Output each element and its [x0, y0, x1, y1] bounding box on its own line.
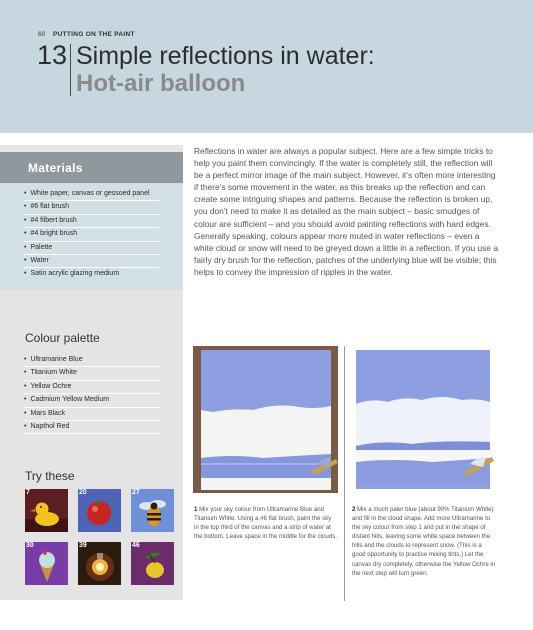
intro-paragraph: Reflections in water are always a popular subject. Here are a few simple tricks to help you paint them convincingly. If the water is completely still, the reflection will be a perfect mirror image of the main subject. However, it’s often more interesting if there’s some movement in the water, as this breaks up the reflection and can create some intriguing shapes and patterns. Because the reflection is broken up, you don’t need to make it as detailed as the main subject – basic smudges of colour are sufficient – and you should avoid painting reflections with hard edges. Generally speaking, colours appear more muted in water reflections – even a white cloud or snow will need to be greyed down a little in a reflection. If you use a fairly dry brush for the reflection, patches of the underlying blue will be visible; this helps to convey the impression of ripples in the water. [194, 146, 498, 277]
chapter-number: 13 [37, 40, 68, 70]
thumb-number: 7 [26, 489, 30, 496]
thumbnail-46[interactable] [131, 542, 174, 585]
thumb-number: 20 [79, 489, 87, 496]
thumb-number: 39 [79, 542, 87, 549]
column-divider [344, 346, 345, 601]
thumb-number: 27 [132, 489, 140, 496]
canvas-step-2-image [352, 346, 494, 493]
list-item: • #4 filbert brush [24, 215, 159, 228]
canvas-step-1-image [193, 346, 338, 493]
list-item: • #6 flat brush [24, 201, 159, 214]
step-2-photo [352, 346, 494, 493]
list-item: • Satin acrylic glazing medium [24, 268, 159, 280]
list-item: • Titanium White [24, 367, 159, 380]
thumbnail-30[interactable] [25, 542, 68, 585]
title-divider [70, 44, 71, 96]
page-subtitle: Hot-air balloon [76, 70, 246, 97]
thumbnail-7[interactable] [25, 489, 68, 532]
list-item: • Yellow Ochre [24, 381, 159, 394]
step-2-caption [352, 505, 496, 578]
section-title: PUTTING ON THE PAINT [53, 31, 135, 38]
step-1-photo [193, 346, 338, 493]
list-item: • Napthol Red [24, 421, 159, 434]
try-these-heading: Try these [25, 469, 75, 483]
page-number: 60 [38, 31, 46, 38]
palette-heading: Colour palette [25, 331, 100, 345]
step-number: 2 [352, 506, 356, 513]
materials-heading: Materials [28, 161, 83, 175]
thumbnail-20[interactable] [78, 489, 121, 532]
thumb-number: 30 [26, 542, 34, 549]
step-text: Mix your sky colour from Ultramarine Blue and Titanium White. Using a #6 flat brush, paint the sky in the top third of the canvas and a strip of water at the bottom. Leave space in the middle for the clouds. [194, 506, 337, 541]
thumb-number: 46 [132, 542, 140, 549]
list-item: • Mars Black [24, 408, 159, 421]
list-item: • Palette [24, 242, 159, 255]
thumbnail-39[interactable] [78, 542, 121, 585]
page-title: Simple reflections in water: [76, 42, 375, 70]
materials-list [24, 188, 159, 281]
step-text: Mix a much paler blue (about 90% Titanium White) and fill in the cloud shape. Add more Ultramarine to the sky colour from step 1 and put in the shape of distant hills, leaving some white space between the hills and the clouds to represent snow. (This is a good opportunity to practise mixing tints.) Let the canvas dry completely, otherwise the Yellow Ochre in the next step will turn green. [352, 506, 496, 577]
thumbnail-27[interactable] [131, 489, 174, 532]
rubber-duck-icon [25, 489, 68, 532]
step-number: 1 [194, 506, 198, 513]
list-item: • White paper, canvas or gessoed panel [24, 188, 159, 201]
list-item: • Cadmium Yellow Medium [24, 394, 159, 407]
list-item: • #4 bright brush [24, 228, 159, 241]
list-item: • Ultramarine Blue [24, 354, 159, 367]
list-item: • Water [24, 255, 159, 268]
step-1-caption [194, 505, 337, 541]
palette-list [24, 354, 159, 434]
